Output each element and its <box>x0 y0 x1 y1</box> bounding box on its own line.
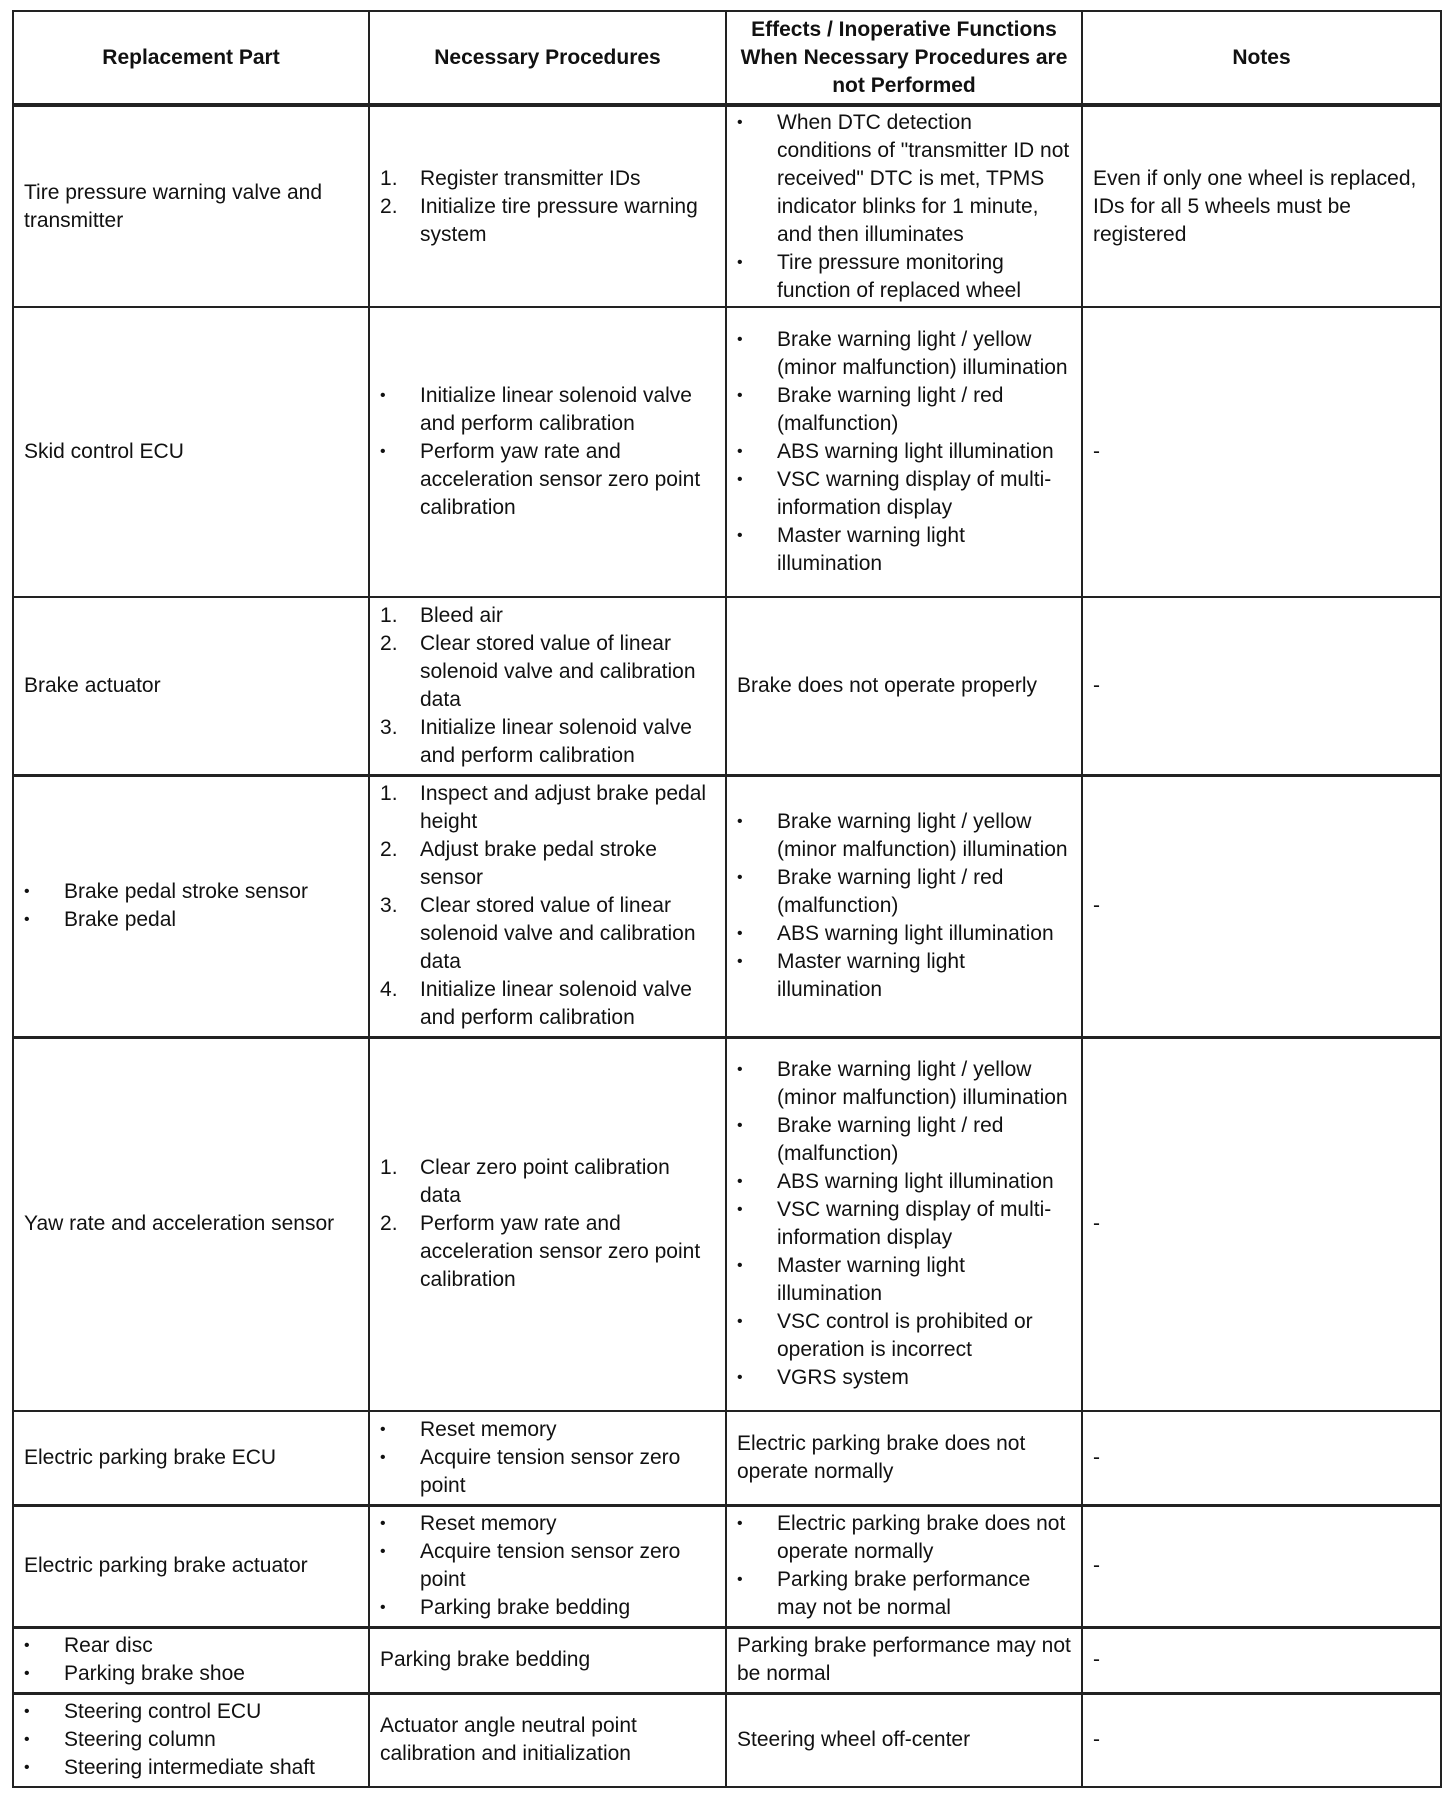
bullet-list <box>737 109 1071 305</box>
procedures-cell <box>369 1411 726 1505</box>
list-item: • Tire pressure monitoring function of replaced wheel <box>737 249 1071 305</box>
effects-cell: Electric parking brake does not operate normally <box>726 1411 1082 1505</box>
list-item: • VGRS system <box>737 1364 1071 1392</box>
list-item: • Steering control ECU <box>24 1698 358 1726</box>
list-item: • Parking brake performance may not be normal <box>737 1566 1071 1622</box>
header-row <box>13 11 1441 105</box>
list-item: • ABS warning light illumination <box>737 438 1071 466</box>
table-header <box>13 11 1441 105</box>
procedures-cell <box>369 1037 726 1411</box>
effects-cell: Parking brake performance may not be normal <box>726 1627 1082 1693</box>
bullet-list <box>737 1510 1071 1622</box>
list-item: • Parking brake bedding <box>380 1594 715 1622</box>
procedures-cell <box>369 1505 726 1627</box>
effects-cell <box>726 1505 1082 1627</box>
list-item: • Steering intermediate shaft <box>24 1754 358 1782</box>
numbered-list <box>380 165 715 249</box>
part-cell: Skid control ECU <box>13 307 369 597</box>
list-item: Clear stored value of linear solenoid valve and calibration data <box>420 894 696 973</box>
list-item: Adjust brake pedal stroke sensor <box>420 838 657 889</box>
list-item: • Brake warning light / red (malfunction) <box>737 864 1071 920</box>
notes-cell: - <box>1082 775 1441 1037</box>
list-item: • Parking brake shoe <box>24 1660 358 1688</box>
notes-cell: - <box>1082 1627 1441 1693</box>
numbered-list <box>380 602 715 770</box>
procedures-cell <box>369 307 726 597</box>
procedures-cell <box>369 775 726 1037</box>
table-row <box>13 307 1441 597</box>
list-item: • Brake warning light / yellow (minor malfunction) illumination <box>737 1056 1071 1112</box>
part-cell: Electric parking brake actuator <box>13 1505 369 1627</box>
list-item: Clear stored value of linear solenoid valve and calibration data <box>420 631 696 711</box>
list-item: • VSC warning display of multi-information display <box>737 1196 1071 1252</box>
table-row <box>13 105 1441 307</box>
procedures-cell <box>369 105 726 307</box>
bullet-list <box>737 326 1071 578</box>
notes-cell: - <box>1082 1505 1441 1627</box>
header-effects: Effects / Inoperative Functions When Necessary Procedures are not Performed <box>726 11 1082 105</box>
list-item: Perform yaw rate and acceleration sensor zero point calibration <box>420 1212 701 1292</box>
list-item: • Reset memory <box>380 1416 715 1444</box>
notes-cell: - <box>1082 597 1441 775</box>
notes-cell: Even if only one wheel is replaced, IDs for all 5 wheels must be registered <box>1082 105 1441 307</box>
table-row <box>13 597 1441 775</box>
bullet-list <box>380 382 715 522</box>
numbered-list <box>380 1154 715 1294</box>
header-necessary-procedures: Necessary Procedures <box>369 11 726 105</box>
notes-cell: - <box>1082 1411 1441 1505</box>
table-row <box>13 1411 1441 1505</box>
bullet-list <box>737 808 1071 1004</box>
list-item: • Perform yaw rate and acceleration sensor zero point calibration <box>380 438 715 522</box>
list-item: • Brake warning light / yellow (minor malfunction) illumination <box>737 808 1071 864</box>
list-item: • Brake pedal <box>24 906 358 934</box>
part-cell: Electric parking brake ECU <box>13 1411 369 1505</box>
notes-cell: - <box>1082 1693 1441 1787</box>
numbered-list <box>380 780 715 1032</box>
part-cell <box>13 1627 369 1693</box>
list-item: Initialize tire pressure warning system <box>420 194 698 246</box>
part-cell <box>13 775 369 1037</box>
list-item: • Initialize linear solenoid valve and perform calibration <box>380 382 715 438</box>
list-item: • Brake warning light / yellow (minor malfunction) illumination <box>737 326 1071 382</box>
list-item: • Acquire tension sensor zero point <box>380 1538 715 1594</box>
list-item: • Reset memory <box>380 1510 715 1538</box>
list-item: • Master warning light illumination <box>737 948 1071 1004</box>
list-item: • Steering column <box>24 1726 358 1754</box>
effects-cell <box>726 1037 1082 1411</box>
bullet-list <box>737 1056 1071 1392</box>
effects-cell: Steering wheel off-center <box>726 1693 1082 1787</box>
table-body <box>13 105 1441 1787</box>
list-item: • ABS warning light illumination <box>737 920 1071 948</box>
table-row <box>13 1037 1441 1411</box>
list-item: Initialize linear solenoid valve and perform calibration <box>420 715 692 767</box>
part-cell <box>13 1693 369 1787</box>
list-item: • Acquire tension sensor zero point <box>380 1444 715 1500</box>
replacement-procedures-table <box>12 10 1442 1788</box>
list-item: Bleed air <box>420 603 503 627</box>
effects-cell <box>726 307 1082 597</box>
list-item: • Brake warning light / red (malfunction) <box>737 382 1071 438</box>
part-cell: Tire pressure warning valve and transmitter <box>13 105 369 307</box>
effects-cell <box>726 775 1082 1037</box>
effects-cell <box>726 105 1082 307</box>
bullet-list <box>380 1416 715 1500</box>
table-row <box>13 1693 1441 1787</box>
list-item: • ABS warning light illumination <box>737 1168 1071 1196</box>
bullet-list <box>24 1632 358 1688</box>
list-item: Clear zero point calibration data <box>420 1156 670 1208</box>
list-item: • Electric parking brake does not operate normally <box>737 1510 1071 1566</box>
header-notes: Notes <box>1082 11 1441 105</box>
table-row <box>13 1627 1441 1693</box>
procedures-cell: Actuator angle neutral point calibration and initialization <box>369 1693 726 1787</box>
bullet-list <box>380 1510 715 1622</box>
table-row <box>13 1505 1441 1627</box>
list-item: • VSC control is prohibited or operation is incorrect <box>737 1308 1071 1364</box>
list-item: Inspect and adjust brake pedal height <box>420 782 707 833</box>
part-cell: Brake actuator <box>13 597 369 775</box>
part-cell: Yaw rate and acceleration sensor <box>13 1037 369 1411</box>
notes-cell: - <box>1082 307 1441 597</box>
list-item: • VSC warning display of multi-information display <box>737 466 1071 522</box>
notes-cell: - <box>1082 1037 1441 1411</box>
list-item: Register transmitter IDs <box>420 166 641 190</box>
list-item: • Master warning light illumination <box>737 522 1071 578</box>
list-item: • Brake warning light / red (malfunction) <box>737 1112 1071 1168</box>
effects-cell: Brake does not operate properly <box>726 597 1082 775</box>
list-item: • Master warning light illumination <box>737 1252 1071 1308</box>
header-replacement-part: Replacement Part <box>13 11 369 105</box>
list-item: • When DTC detection conditions of "transmitter ID not received" DTC is met, TPMS indicator blinks for 1 minute, and then illuminates <box>737 109 1071 249</box>
bullet-list <box>24 1698 358 1782</box>
bullet-list <box>24 878 358 934</box>
table-row <box>13 775 1441 1037</box>
list-item: Initialize linear solenoid valve and perform calibration <box>420 978 692 1029</box>
list-item: • Brake pedal stroke sensor <box>24 878 358 906</box>
list-item: • Rear disc <box>24 1632 358 1660</box>
procedures-cell <box>369 597 726 775</box>
procedures-cell: Parking brake bedding <box>369 1627 726 1693</box>
